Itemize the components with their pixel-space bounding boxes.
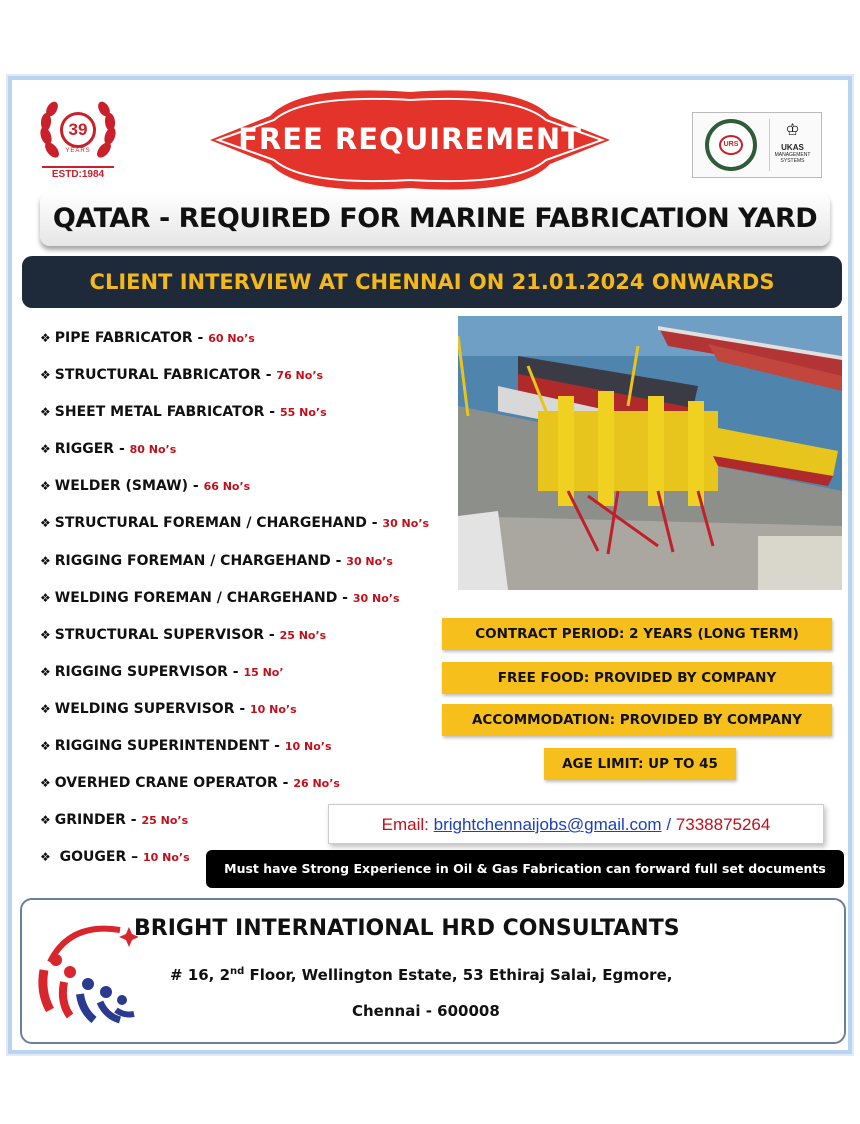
free-food-badge: FREE FOOD: PROVIDED BY COMPANY (442, 662, 832, 694)
years-number: 39 (60, 112, 96, 148)
list-item: ❖ STRUCTURAL SUPERVISOR - 25 No’s (40, 626, 327, 643)
list-item: ❖ GRINDER - 25 No’s (40, 812, 189, 829)
company-name: BRIGHT INTERNATIONAL HRD CONSULTANTS (134, 916, 680, 941)
diamond-bullet-icon: ❖ (40, 368, 51, 383)
address-line-2: Chennai - 600008 (352, 1002, 500, 1020)
list-item: ❖ GOUGER – 10 No’s (40, 849, 190, 866)
list-item: ❖ STRUCTURAL FOREMAN / CHARGEHAND - 30 No’s (40, 515, 430, 532)
requirement-note: Must have Strong Experience in Oil & Gas Fabrication can forward full set documents (206, 850, 844, 888)
list-item: ❖ WELDER (SMAW) - 66 No’s (40, 478, 251, 495)
job-poster (8, 76, 852, 1054)
diamond-bullet-icon: ❖ (40, 590, 51, 605)
years-caption: YEARS (65, 148, 91, 154)
ukas-mark-icon: ♔ UKAS MANAGEMENT SYSTEMS (769, 119, 815, 171)
age-limit-badge: AGE LIMIT: UP TO 45 (544, 748, 736, 780)
diamond-bullet-icon: ❖ (40, 850, 51, 865)
contract-period-badge: CONTRACT PERIOD: 2 YEARS (LONG TERM) (442, 618, 832, 650)
diamond-bullet-icon: ❖ (40, 479, 51, 494)
email-label: Email: (381, 815, 429, 834)
phone-number[interactable]: 7338875264 (675, 815, 771, 834)
diamond-bullet-icon: ❖ (40, 664, 51, 679)
list-item: ❖ RIGGER - 80 No’s (40, 441, 177, 458)
list-item: ❖ WELDING SUPERVISOR - 10 No’s (40, 700, 297, 717)
list-item: ❖ WELDING FOREMAN / CHARGEHAND - 30 No’s (40, 589, 400, 606)
list-item: ❖ OVERHED CRANE OPERATOR - 26 No’s (40, 775, 340, 792)
free-requirement-banner (210, 90, 610, 190)
diamond-bullet-icon: ❖ (40, 701, 51, 716)
list-item: ❖ PIPE FABRICATOR - 60 No’s (40, 330, 255, 346)
diamond-bullet-icon: ❖ (40, 813, 51, 828)
diamond-bullet-icon: ❖ (40, 442, 51, 457)
anniversary-badge-logo (32, 98, 124, 188)
contact-box (328, 804, 824, 844)
contact-separator: / (666, 815, 672, 834)
diamond-bullet-icon: ❖ (40, 331, 51, 345)
page-title: QATAR - REQUIRED FOR MARINE FABRICATION YARD (40, 192, 830, 246)
list-item: ❖ RIGGING SUPERVISOR - 15 No’ (40, 663, 284, 680)
email-link[interactable]: brightchennaijobs@gmail.com (433, 815, 662, 834)
company-logo-icon (30, 912, 138, 1032)
list-item: ❖ RIGGING FOREMAN / CHARGEHAND - 30 No’s (40, 552, 393, 569)
address-line-1: # 16, 2nd Floor, Wellington Estate, 53 Ethiraj Salai, Egmore, (170, 966, 673, 984)
diamond-bullet-icon: ❖ (40, 627, 51, 642)
company-footer (20, 898, 846, 1044)
urs-iso-seal-icon: URS (705, 119, 757, 171)
diamond-bullet-icon: ❖ (40, 405, 51, 420)
diamond-bullet-icon: ❖ (40, 516, 51, 531)
interview-banner: CLIENT INTERVIEW AT CHENNAI ON 21.01.2024 ONWARDS (22, 256, 842, 308)
job-openings-list (40, 320, 470, 876)
list-item: ❖ STRUCTURAL FABRICATOR - 76 No’s (40, 367, 324, 384)
certification-logos (692, 112, 822, 178)
diamond-bullet-icon: ❖ (40, 553, 51, 568)
accommodation-badge: ACCOMMODATION: PROVIDED BY COMPANY (442, 704, 832, 736)
diamond-bullet-icon: ❖ (40, 776, 51, 791)
shipyard-photo (458, 316, 842, 590)
list-item: ❖ RIGGING SUPERINTENDENT - 10 No’s (40, 738, 332, 755)
banner-label: FREE REQUIREMENT (238, 122, 582, 156)
list-item: ❖ SHEET METAL FABRICATOR - 55 No’s (40, 404, 327, 421)
diamond-bullet-icon: ❖ (40, 739, 51, 754)
established-label: ESTD:1984 (42, 166, 114, 182)
